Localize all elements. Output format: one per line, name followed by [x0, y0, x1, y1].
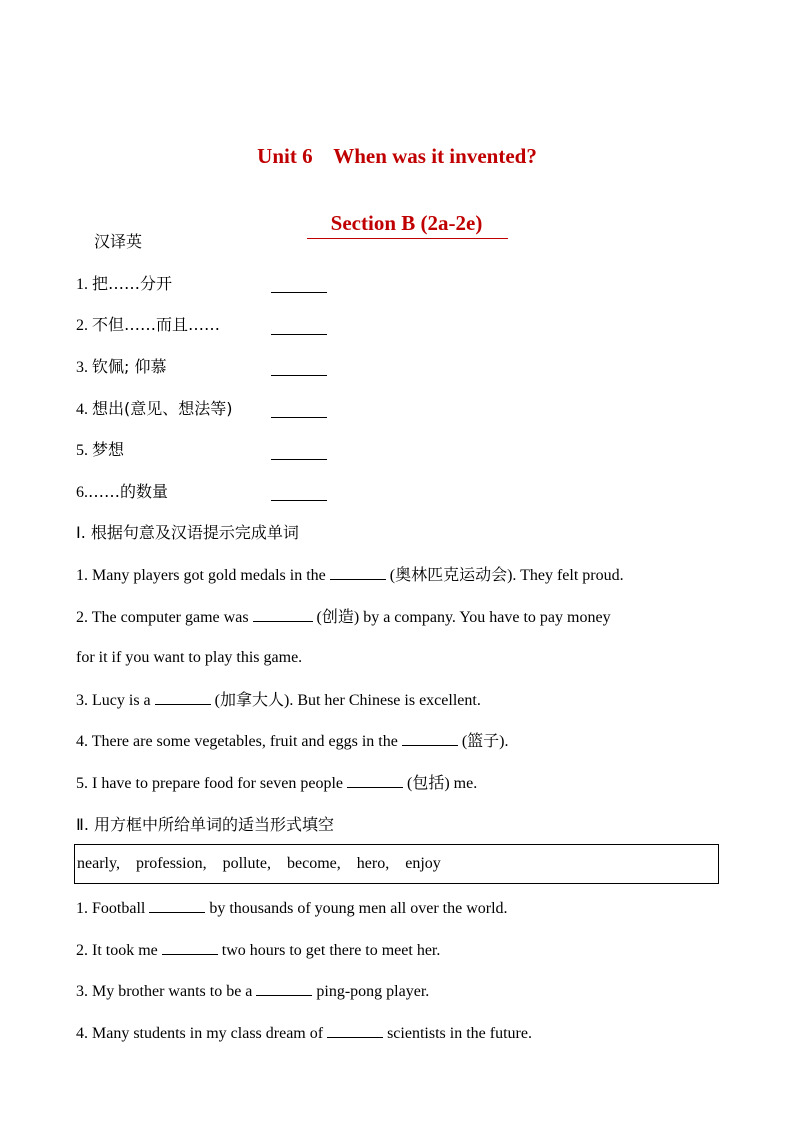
vocab-item [76, 399, 233, 420]
question-text: 4. There are some vegetables, fruit and eggs in the [76, 733, 398, 750]
vocab-item-text: 把……分开 [92, 274, 173, 293]
section-title-wrap [0, 186, 794, 264]
vocab-item-number: 2. [76, 317, 88, 334]
unit-title: Unit 6 When was it invented? [257, 144, 537, 168]
part1-heading: Ⅰ. 根据句意及汉语提示完成单词 [76, 523, 299, 542]
answer-blank[interactable] [271, 403, 327, 418]
part1-question-5 [76, 773, 477, 794]
question-text: 3. My brother wants to be a [76, 983, 253, 1000]
question-text-after: two hours to get there to meet her. [221, 942, 441, 959]
part2-question-1 [76, 898, 508, 919]
vocab-item-number: 3. [76, 359, 88, 376]
question-text: 2. It took me [76, 942, 158, 959]
word-box [74, 844, 719, 884]
part2-question-2 [76, 940, 440, 961]
vocab-item [76, 274, 172, 295]
vocab-item-text: 不但……而且…… [92, 315, 221, 334]
answer-blank[interactable] [271, 361, 327, 376]
vocab-item-text: 想出(意见、想法等) [92, 399, 233, 418]
question-text: 1. Many players got gold medals in the [76, 567, 326, 584]
answer-blank[interactable] [347, 773, 403, 788]
answer-blank[interactable] [402, 731, 458, 746]
question-text: 4. Many students in my class dream of [76, 1025, 324, 1042]
question-text: 3. Lucy is a [76, 692, 151, 709]
vocab-heading: 汉译英 [94, 232, 143, 251]
vocab-item [76, 315, 220, 336]
question-text-after: scientists in the future. [387, 1025, 532, 1042]
question-hint: (包括) me. [407, 775, 478, 792]
answer-blank[interactable] [271, 278, 327, 293]
section-title: Section B (2a-2e) [307, 211, 509, 239]
answer-blank[interactable] [162, 940, 218, 955]
answer-blank[interactable] [271, 486, 327, 501]
vocab-item-number: 1. [76, 276, 88, 293]
part1-question-1 [76, 565, 624, 586]
question-text: 5. I have to prepare food for seven people [76, 775, 343, 792]
vocab-item-number: 5. [76, 442, 88, 459]
answer-blank[interactable] [330, 565, 386, 580]
question-hint: (篮子). [461, 733, 509, 750]
question-text-after: by thousands of young men all over the world. [209, 900, 508, 917]
answer-blank[interactable] [327, 1023, 383, 1038]
answer-blank[interactable] [271, 320, 327, 335]
vocab-item-text: 钦佩; 仰慕 [92, 357, 167, 376]
vocab-item-text: ……的数量 [88, 482, 169, 501]
vocab-item [76, 482, 168, 503]
part1-question-2 [76, 607, 611, 628]
question-hint: (加拿大人). But her Chinese is excellent. [214, 692, 481, 709]
question-hint: (创造) by a company. You have to pay money [316, 609, 611, 626]
answer-blank[interactable] [155, 690, 211, 705]
vocab-item-number: 6. [76, 484, 88, 501]
answer-blank[interactable] [271, 445, 327, 460]
answer-blank[interactable] [253, 607, 313, 622]
part1-question-2-continued: for it if you want to play this game. [76, 649, 303, 666]
part2-question-3 [76, 981, 429, 1002]
part2-heading: Ⅱ. 用方框中所给单词的适当形式填空 [76, 815, 335, 834]
answer-blank[interactable] [149, 898, 205, 913]
question-text: 2. The computer game was [76, 609, 249, 626]
part2-question-4 [76, 1023, 532, 1044]
question-hint: (奥林匹克运动会). They felt proud. [389, 567, 624, 584]
question-text: 1. Football [76, 900, 146, 917]
vocab-item [76, 440, 124, 461]
vocab-item-text: 梦想 [92, 440, 125, 459]
vocab-item-number: 4. [76, 401, 88, 418]
vocab-item [76, 357, 166, 378]
answer-blank[interactable] [256, 981, 312, 996]
part1-question-4 [76, 731, 508, 752]
question-text-after: ping-pong player. [316, 983, 430, 1000]
word-box-text: nearly, profession, pollute, become, hero, enjoy [77, 855, 441, 872]
part1-question-3 [76, 690, 481, 711]
